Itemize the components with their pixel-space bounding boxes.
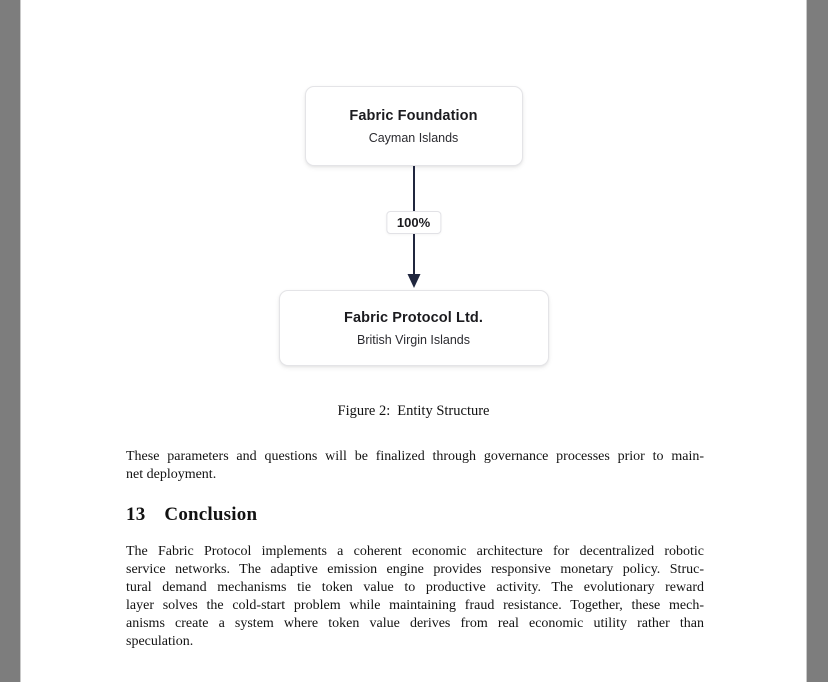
entity-node-parent — [305, 86, 523, 166]
section-heading — [126, 504, 257, 526]
entity-node-child — [279, 290, 549, 366]
paragraph-line: anisms create a system where token value derives from real economic utility rather than — [126, 616, 704, 631]
ownership-edge — [354, 166, 474, 290]
paragraph-line: speculation. — [126, 634, 194, 649]
entity-node-title: Fabric Protocol Ltd. — [344, 309, 483, 326]
paragraph-line: service networks. The adaptive emission engine provides responsive monetary policy. Struc- — [126, 562, 704, 577]
paragraph — [126, 543, 704, 651]
paragraph-line: tural demand mechanisms tie token value to productive activity. The evolutionary reward — [126, 580, 704, 595]
viewer-gutter-right — [807, 0, 828, 682]
ownership-percentage-label: 100% — [386, 211, 441, 234]
paragraph-line: net deployment. — [126, 467, 217, 482]
paragraph-line: These parameters and questions will be finalized through governance processes prior to main- — [126, 449, 704, 464]
document-page — [20, 0, 807, 682]
entity-node-subtitle: Cayman Islands — [368, 130, 459, 145]
figure-caption-title: Entity Structure — [397, 403, 490, 419]
figure-caption-label: Figure 2: — [337, 403, 391, 419]
entity-node-subtitle: British Virgin Islands — [356, 332, 470, 347]
section-title: Conclusion — [164, 504, 258, 525]
paragraph-line: layer solves the cold-start problem while maintaining fraud resistance. Together, these mech- — [126, 598, 704, 613]
entity-node-title: Fabric Foundation — [349, 107, 478, 124]
paragraph — [126, 448, 704, 484]
entity-structure-diagram — [21, 86, 806, 366]
paragraph-line: The Fabric Protocol implements a coherent economic architecture for decentralized robotic — [126, 544, 704, 559]
figure-caption — [21, 403, 806, 420]
section-number: 13 — [126, 504, 146, 525]
viewer-gutter-left — [0, 0, 20, 682]
